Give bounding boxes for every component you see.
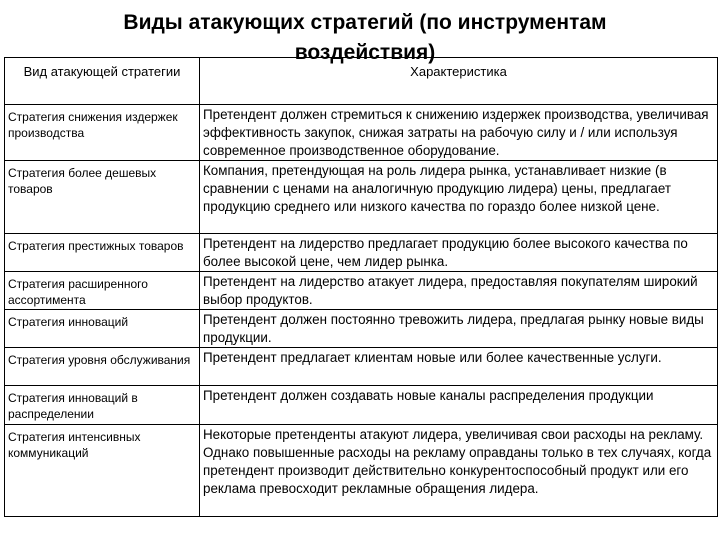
strategy-description: Претендент должен создавать новые каналы распределения продукции — [200, 386, 718, 425]
strategy-name: Стратегия престижных товаров — [5, 234, 200, 272]
table-row — [5, 310, 718, 348]
strategy-name: Стратегия уровня обслуживания — [5, 348, 200, 386]
strategy-description: Претендент должен постоянно тревожить лидера, предлагая рынку новые виды продукции. — [200, 310, 718, 348]
strategy-description: Претендент предлагает клиентам новые или более качественные услуги. — [200, 348, 718, 386]
strategy-description: Претендент на лидерство атакует лидера, предоставляя покупателям широкий выбор продуктов. — [200, 272, 718, 310]
strategy-name: Стратегия снижения издержек производства — [5, 105, 200, 161]
strategy-name: Стратегия инноваций в распределении — [5, 386, 200, 425]
strategy-name: Стратегия инноваций — [5, 310, 200, 348]
table-header-row — [5, 58, 718, 105]
table-row — [5, 272, 718, 310]
strategies-table — [4, 57, 718, 517]
table-row — [5, 161, 718, 234]
strategy-description: Компания, претендующая на роль лидера рынка, устанавливает низкие (в сравнении с ценами на аналогичную продукцию лидера) цены, предлагает продукцию среднего или низкого качества по гораздо более низкой цене. — [200, 161, 718, 234]
table-row — [5, 234, 718, 272]
table-row — [5, 105, 718, 161]
table-row — [5, 386, 718, 425]
strategy-name: Стратегия более дешевых товаров — [5, 161, 200, 234]
strategy-name: Стратегия расширенного ассортимента — [5, 272, 200, 310]
table-row — [5, 348, 718, 386]
page-title: Виды атакующих стратегий (по инструментам воздействия) — [123, 11, 607, 64]
table-row — [5, 425, 718, 517]
strategy-name: Стратегия интенсивных коммуникаций — [5, 425, 200, 517]
header-strategy-type: Вид атакующей стратегии — [5, 58, 200, 105]
strategy-description: Некоторые претенденты атакуют лидера, увеличивая свои расходы на рекламу. Однако повышенные расходы на рекламу оправданы только в тех случаях, когда претендент производит действительно конкурентоспособный продукт или его реклама превосходит рекламные обращения лидера. — [200, 425, 718, 517]
strategy-description: Претендент должен стремиться к снижению издержек производства, увеличивая эффективность закупок, снижая затраты на рабочую силу и / или используя современное производственное оборудование. — [200, 105, 718, 161]
strategy-description: Претендент на лидерство предлагает продукцию более высокого качества по более высокой цене, чем лидер рынка. — [200, 234, 718, 272]
header-characteristic: Характеристика — [200, 58, 718, 105]
